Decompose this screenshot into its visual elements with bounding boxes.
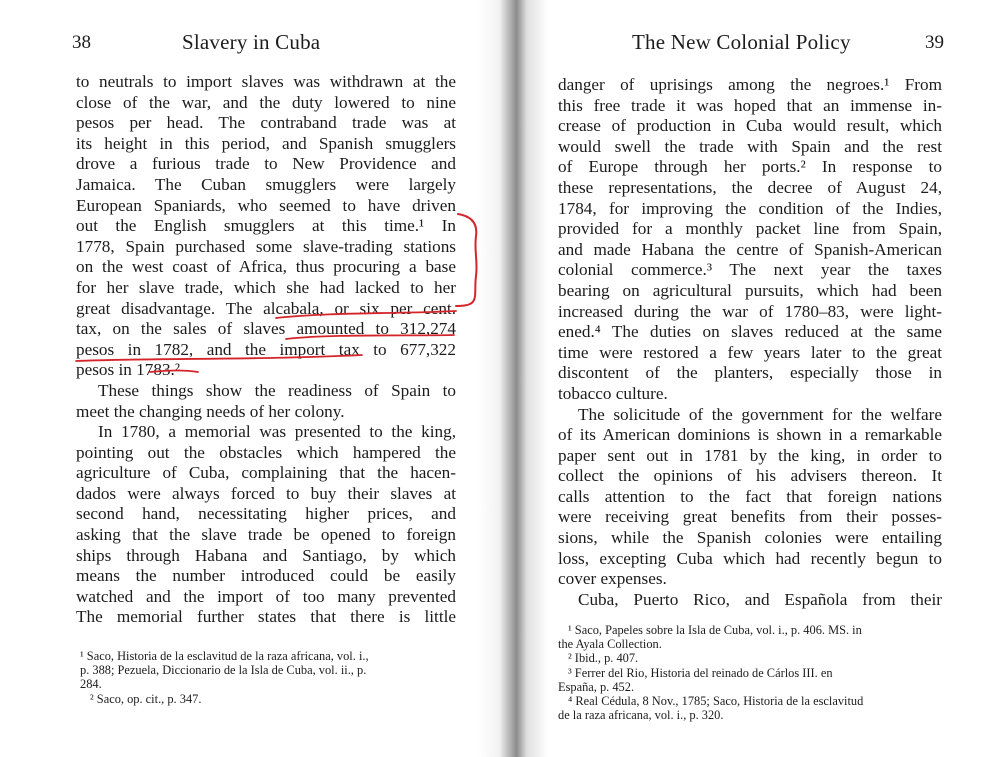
text-line: loss, excepting Cuba which had recently begun to: [558, 548, 942, 568]
footnote-line: ² Saco, op. cit., p. 347.: [90, 691, 202, 706]
text-line: calls attention to the fact that foreign nations: [558, 486, 942, 506]
text-line: out the English smugglers at this time.¹ In: [76, 216, 456, 236]
text-line: collect the opinions of his advisers thereon. It: [558, 466, 942, 486]
text-line: European Spaniards, who seemed to have driven: [76, 195, 456, 215]
footnote-line: 284.: [80, 677, 102, 692]
text-line: time were restored a few years later to the great: [558, 342, 942, 362]
footnote-line: ¹ Saco, Historia de la esclavitud de la raza africana, vol. i.,: [80, 649, 369, 663]
text-line: dados were always forced to buy their slaves at: [76, 483, 456, 503]
text-line: In 1780, a memorial was presented to the king,: [98, 422, 456, 442]
text-line: danger of uprisings among the negroes.¹ From: [558, 75, 942, 94]
text-line: means the number introduced could be easily: [76, 566, 456, 586]
text-line: Jamaica. The Cuban smugglers were largely: [76, 174, 456, 194]
text-line: these representations, the decree of August 24,: [558, 177, 942, 197]
left-running-head: Slavery in Cuba: [182, 30, 321, 54]
footnote-line: España, p. 452.: [558, 679, 635, 694]
text-line: pesos in 1782, and the import tax to 677,322: [76, 339, 456, 359]
text-line: for her slave trade, which she had lacked to her: [76, 277, 456, 297]
text-line: this free trade it was hoped that an immense in-: [558, 95, 942, 115]
text-line: ened.⁴ The duties on slaves reduced at the same: [558, 322, 942, 342]
text-line: These things show the readiness of Spain to: [98, 380, 456, 400]
text-line: of its American dominions is shown in a remarkable: [558, 425, 942, 445]
left-footnotes: [80, 649, 460, 706]
footnote-line: the Ayala Collection.: [558, 637, 662, 652]
text-line: tax, on the sales of slaves amounted to 312,274: [76, 319, 456, 339]
footnote-line: ¹ Saco, Papeles sobre la Isla de Cuba, vol. i., p. 406. MS. in: [568, 623, 862, 637]
text-line: asking that the slave trade be opened to foreign: [76, 525, 456, 545]
right-footnotes: [558, 623, 942, 722]
text-line: drove a furious trade to New Providence and: [76, 154, 456, 174]
text-line: meet the changing needs of her colony.: [76, 401, 345, 421]
text-line: crease of production in Cuba would result, which: [558, 116, 942, 136]
text-line: Cuba, Puerto Rico, and Española from their: [578, 589, 942, 609]
text-line: paper sent out in 1781 by the king, in order to: [558, 445, 942, 465]
text-line: its height in this period, and Spanish smugglers: [76, 133, 456, 153]
text-line: pointing out the obstacles which hampered the: [76, 442, 456, 462]
text-line: were receiving great benefits from their posses-: [558, 507, 942, 527]
text-line: second hand, necessitating higher prices, and: [76, 504, 456, 524]
text-line: The solicitude of the government for the welfare: [578, 404, 942, 424]
text-line: and made Habana the centre of Spanish-American: [558, 239, 942, 259]
footnote-line: ⁴ Real Cédula, 8 Nov., 1785; Saco, Historia de la esclavitud: [568, 694, 864, 709]
footnote-line: ² Ibid., p. 407.: [568, 651, 639, 666]
text-line: to neutrals to import slaves was withdrawn at the: [76, 72, 456, 91]
text-line: on the west coast of Africa, thus procuring a base: [76, 257, 456, 277]
text-line: close of the war, and the duty lowered to nine: [76, 92, 456, 112]
text-line: watched and the import of too many prevented: [76, 586, 456, 606]
text-line: great disadvantage. The alcabala, or six per cent.: [76, 298, 456, 318]
text-line: sions, while the Spanish colonies were entailing: [558, 528, 942, 548]
right-running-head: The New Colonial Policy: [632, 30, 851, 54]
right-page-number: 39: [925, 32, 944, 53]
right-page: [500, 0, 1000, 757]
right-body-text: [558, 75, 942, 610]
text-line: colonial commerce.³ The next year the taxes: [558, 260, 942, 280]
text-line: of Europe through her ports.² In response to: [558, 157, 942, 177]
text-line: increased during the war of 1780–83, were light-: [558, 301, 942, 321]
left-page-number: 38: [72, 32, 91, 53]
footnote-line: de la raza africana, vol. i., p. 320.: [558, 708, 724, 723]
text-line: ships through Habana and Santiago, by which: [76, 545, 456, 565]
text-line: pesos in 1783.²: [76, 360, 180, 380]
footnote-line: p. 388; Pezuela, Diccionario de la Isla de Cuba, vol. ii., p.: [80, 663, 367, 678]
text-line: discontent of the planters, especially those in: [558, 363, 942, 383]
text-line: 1778, Spain purchased some slave-trading stations: [76, 236, 456, 256]
text-line: tobacco culture.: [558, 383, 668, 403]
text-line: would swell the trade with Spain and the rest: [558, 136, 942, 156]
text-line: agriculture of Cuba, complaining that the hacen-: [76, 463, 456, 483]
text-line: The memorial further states that there is little: [76, 607, 456, 627]
footnote-line: ³ Ferrer del Rio, Historia del reinado de Cárlos III. en: [568, 665, 833, 680]
text-line: pesos per head. The contraband trade was at: [76, 113, 456, 133]
text-line: provided for a monthly packet line from Spain,: [558, 219, 942, 239]
text-line: cover expenses.: [558, 569, 667, 589]
text-line: 1784, for improving the condition of the Indies,: [558, 198, 942, 218]
text-line: bearing on agricultural pursuits, which had been: [558, 280, 942, 300]
left-body-text: [76, 72, 456, 628]
